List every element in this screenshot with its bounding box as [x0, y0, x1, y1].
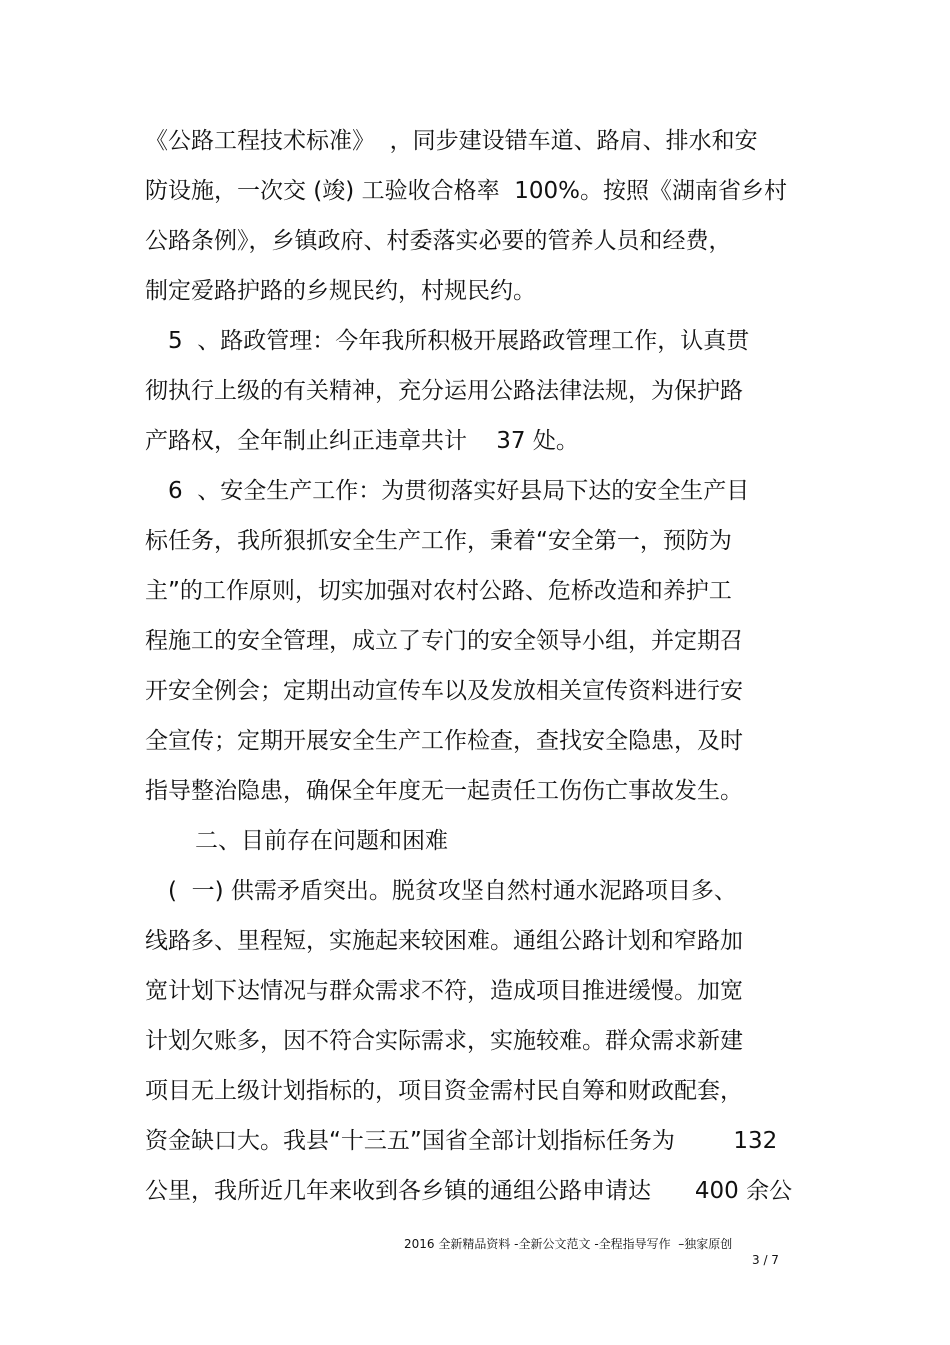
section-heading: 二、目前存在问题和困难 [195, 828, 448, 854]
body-line-16: ( 一) 供需矛盾突出。脱贫攻坚自然村通水泥路项目多、 [168, 878, 737, 904]
body-line-5: 5 、路政管理：今年我所积极开展路政管理工作，认真贯 [168, 328, 750, 354]
page-footer: 2016 全新精品资料 -全新公文范文 -全程指导写作 –独家原创 [404, 1237, 733, 1251]
body-line-9: 标任务，我所狠抓安全生产工作，秉着“安全第一，预防为 [145, 528, 732, 554]
body-line-11: 程施工的安全管理，成立了专门的安全领导小组，并定期召 [145, 628, 743, 654]
body-line-7: 产路权，全年制止纠正违章共计 37 处。 [145, 428, 579, 454]
body-line-19: 计划欠账多，因不符合实际需求，实施较难。群众需求新建 [145, 1028, 743, 1054]
body-line-22: 公里，我所近几年来收到各乡镇的通组公路申请达 400 余公 [145, 1178, 793, 1204]
body-line-13: 全宣传；定期开展安全生产工作检查，查找安全隐患，及时 [145, 728, 743, 754]
body-line-4: 制定爱路护路的乡规民约，村规民约。 [145, 278, 536, 304]
body-line-8: 6 、安全生产工作：为贯彻落实好县局下达的安全生产目 [168, 478, 750, 504]
body-line-1: 《公路工程技术标准》 ，同步建设错车道、路肩、排水和安 [145, 128, 758, 154]
body-line-18: 宽计划下达情况与群众需求不符，造成项目推进缓慢。加宽 [145, 978, 743, 1004]
body-line-3: 公路条例》，乡镇政府、村委落实必要的管养人员和经费， [145, 228, 732, 254]
body-line-20: 项目无上级计划指标的，项目资金需村民自筹和财政配套， [145, 1078, 743, 1104]
body-line-21: 资金缺口大。我县“十三五”国省全部计划指标任务为 132 [145, 1128, 778, 1154]
body-line-17: 线路多、里程短，实施起来较困难。通组公路计划和窄路加 [145, 928, 743, 954]
page-number: 3 / 7 [752, 1253, 779, 1267]
body-line-2: 防设施，一次交 (竣) 工验收合格率 100%。按照《湖南省乡村 [145, 178, 787, 204]
body-line-10: 主”的工作原则，切实加强对农村公路、危桥改造和养护工 [145, 578, 732, 604]
body-line-14: 指导整治隐患，确保全年度无一起责任工伤伤亡事故发生。 [145, 778, 743, 804]
body-line-12: 开安全例会；定期出动宣传车以及发放相关宣传资料进行安 [145, 678, 743, 704]
body-line-6: 彻执行上级的有关精神，充分运用公路法律法规，为保护路 [145, 378, 743, 404]
